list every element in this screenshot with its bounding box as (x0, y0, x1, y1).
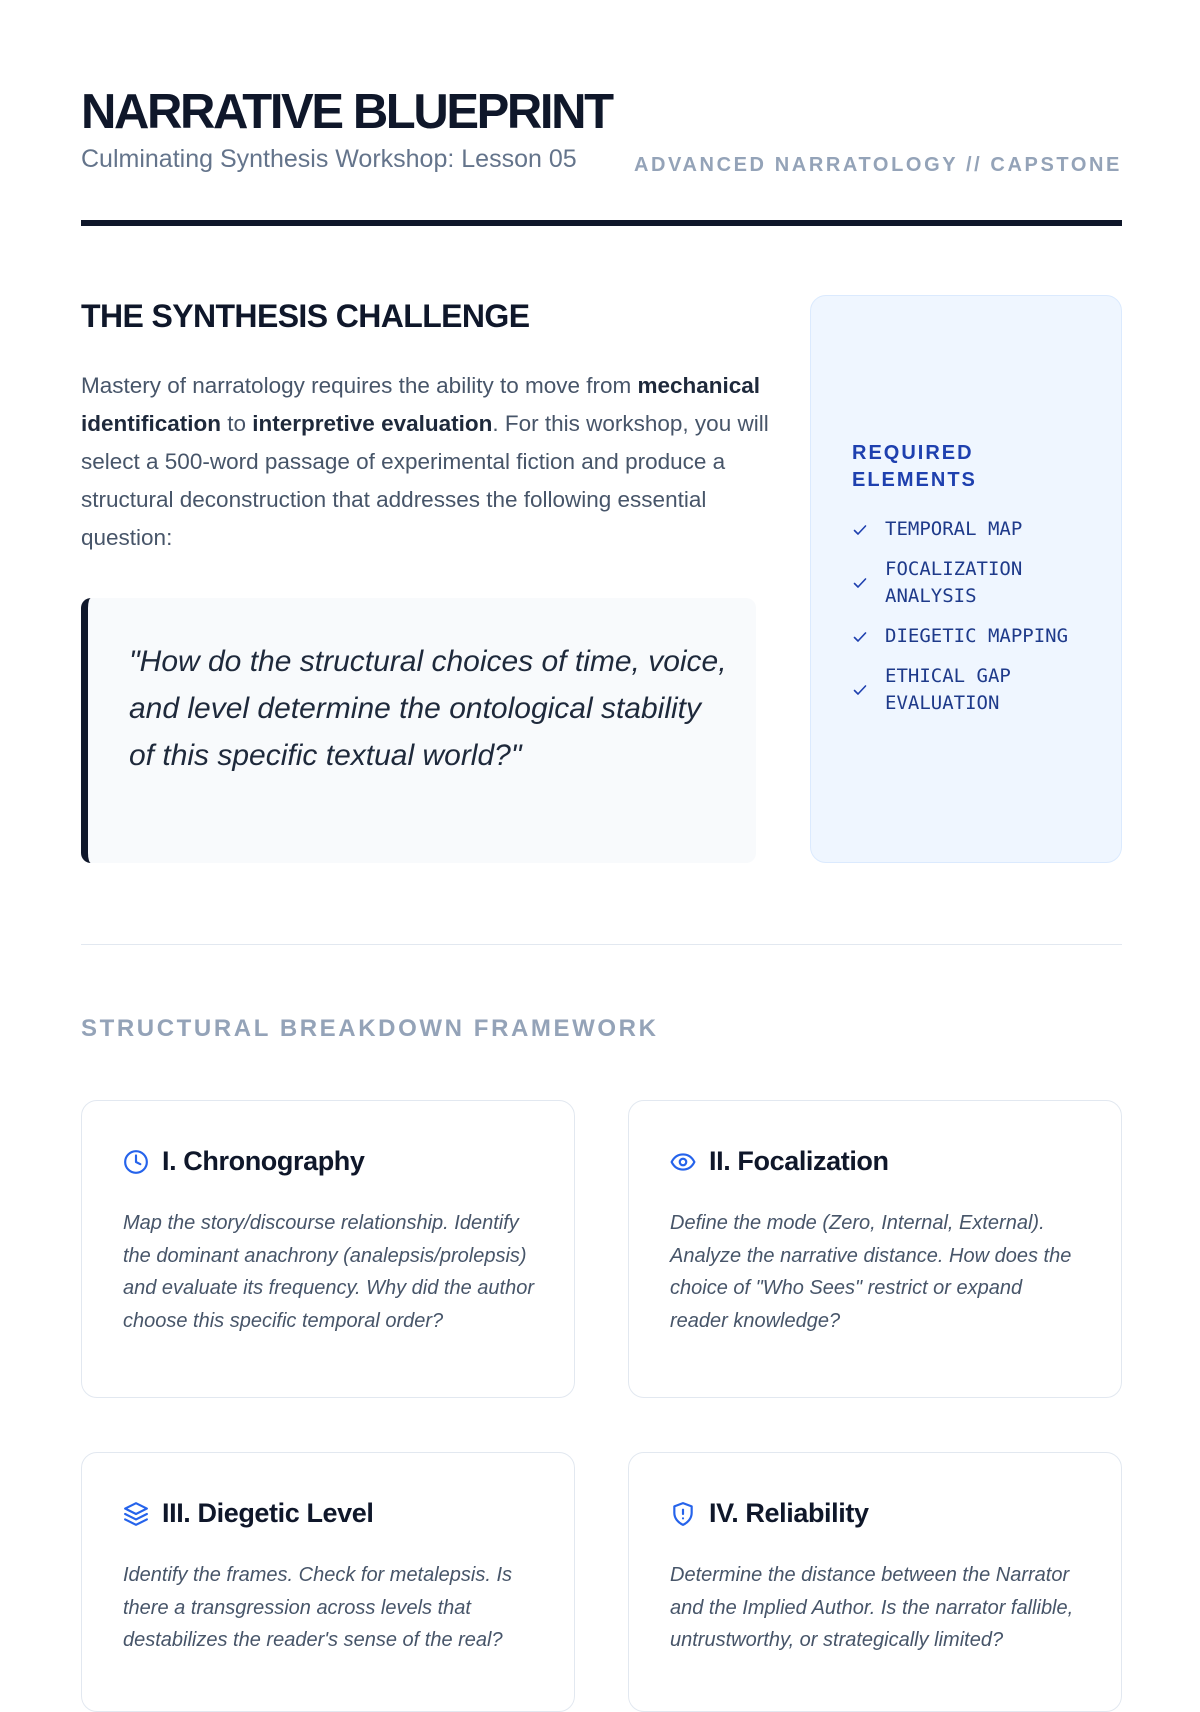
essential-question-quote (81, 598, 756, 863)
intro-text: Mastery of narratology requires the ability to move from (81, 373, 638, 398)
eye-icon (670, 1149, 696, 1175)
required-elements-list (852, 516, 1112, 730)
list-item (852, 556, 1112, 610)
card-body: Define the mode (Zero, Internal, External). Analyze the narrative distance. How does the choice of "Who Sees" restrict or expand reader knowledge? (670, 1212, 1072, 1332)
check-icon (852, 575, 874, 591)
page-subtitle: Culminating Synthesis Workshop: Lesson 05 (81, 145, 577, 173)
intro-emphasis-mechanical: mechanical identification (81, 373, 761, 436)
card-title: I. Chronography (162, 1146, 365, 1176)
card-header (123, 1146, 365, 1177)
shield-icon (670, 1501, 696, 1527)
list-item (852, 623, 1112, 650)
check-icon (852, 629, 874, 645)
section-divider (81, 944, 1122, 945)
card-title: II. Focalization (709, 1146, 889, 1176)
list-item (852, 516, 1112, 543)
page-title: NARRATIVE BLUEPRINT (81, 85, 612, 139)
card-header (123, 1498, 374, 1529)
framework-card-focalization (628, 1100, 1122, 1398)
required-elements-card (810, 295, 1122, 863)
header-rule (81, 220, 1122, 226)
challenge-intro (81, 367, 771, 557)
page-header (81, 84, 1122, 176)
required-element-label: DIEGETIC MAPPING (885, 625, 1069, 647)
quote-text: "How do the structural choices of time, voice, and level determine the ontological stability of this specific textual world?" (129, 645, 727, 772)
required-element-label: TEMPORAL MAP (885, 518, 1023, 540)
framework-card-reliability (628, 1452, 1122, 1712)
check-icon (852, 682, 874, 698)
clock-icon (123, 1149, 149, 1175)
challenge-title: THE SYNTHESIS CHALLENGE (81, 298, 530, 334)
card-body: Map the story/discourse relationship. Identify the dominant anachrony (analepsis/prolepsis) and evaluate its frequency. Why did the author choose this specific temporal order? (123, 1212, 534, 1332)
intro-text: to (221, 411, 253, 436)
layers-icon (123, 1501, 149, 1527)
required-elements-title: REQUIRED ELEMENTS (852, 442, 977, 491)
framework-card-diegetic-level (81, 1452, 575, 1712)
card-title: IV. Reliability (709, 1498, 869, 1528)
check-icon (852, 522, 874, 538)
course-tag: ADVANCED NARRATOLOGY // CAPSTONE (633, 154, 1122, 176)
card-title: III. Diegetic Level (162, 1498, 374, 1528)
required-element-label: FOCALIZATION ANALYSIS (885, 558, 1023, 607)
intro-text: . For this workshop, you will select a 500-word passage of experimental fiction and produce a structural deconstruction that addresses the following essential question: (81, 411, 769, 550)
required-element-label: ETHICAL GAP EVALUATION (885, 665, 1011, 714)
card-body: Determine the distance between the Narrator and the Implied Author. Is the narrator fallible, untrustworthy, or strategically limited? (670, 1564, 1074, 1651)
framework-card-chronography (81, 1100, 575, 1398)
card-header (670, 1498, 869, 1529)
card-header (670, 1146, 889, 1177)
list-item (852, 663, 1112, 717)
framework-title: STRUCTURAL BREAKDOWN FRAMEWORK (81, 1015, 659, 1042)
intro-emphasis-interpretive: interpretive evaluation (252, 411, 493, 436)
card-body: Identify the frames. Check for metalepsis. Is there a transgression across levels that destabilizes the reader's sense of the real? (123, 1564, 513, 1651)
